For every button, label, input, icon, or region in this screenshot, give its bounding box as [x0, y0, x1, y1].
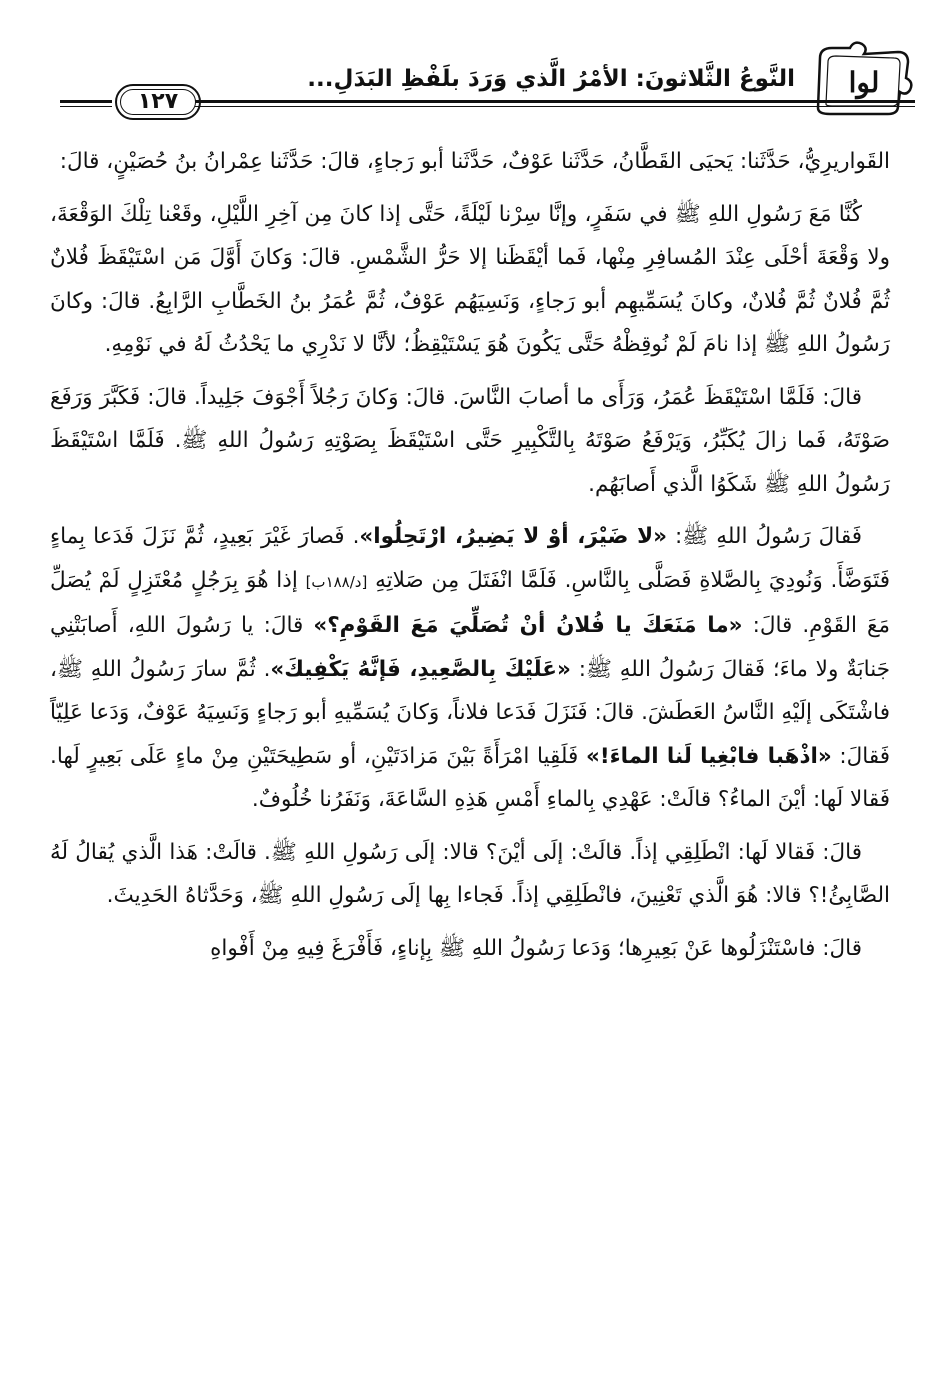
text-segment: . فَصارَ غَيْرَ بَعِيدٍ، ثُمَّ نَزَلَ فَدَعا بِماءٍ فَتَوَضَّأَ. وَنُودِيَ بِالصَّلاةِ فَصَلَّى بِالنَّاسِ. فَلَمَّا انْفَتَلَ مِن صَلاتِهِ — [50, 524, 890, 593]
text-segment: قالَ: فَقالا لَها: انْطَلِقِي إذاً. قالَتْ: إلَى أيْنَ؟ قالا: إلَى رَسُولِ اللهِ ﷺ. قالَتْ: هَذا الَّذي يُقالُ لَهُ الصَّابِئُ!؟ قالا: هُوَ الَّذي تَعْنِينَ، فانْطَلِقِي إذاً. فَجاءا بِها إلَى رَسُولِ اللهِ ﷺ، وَحَدَّثاهُ الحَدِيثَ. — [50, 839, 890, 908]
hadith-quote: «اذْهَبا فابْغِيا لَنا الماءَ!» — [585, 743, 832, 769]
text-segment: قالَ: يا رَسُولَ اللهِ، أَصابَتْنِي جَنابَةٌ ولا ماءَ؛ فَقالَ رَسُولُ اللهِ ﷺ: — [50, 613, 890, 682]
header-rule-thick — [195, 100, 915, 103]
text-segment: قالَ: فَلَمَّا اسْتَيْقَظَ عُمَرُ، وَرَأَى ما أصابَ النَّاسَ. قالَ: وَكانَ رَجُلاً أَجْوَفَ جَلِيداً. قالَ: فَكَبَّرَ وَرَفَعَ صَوْتَهُ، فَما زالَ يُكَبِّرُ، وَيَرْفَعُ صَوْتَهُ بِالتَّكْبِيرِ حَتَّى اسْتَيْقَظَ بِصَوْتِهِ رَسُولُ اللهِ ﷺ. فَلَمَّا اسْتَيْقَظَ رَسُولُ اللهِ ﷺ شَكَوُا الَّذي أَصابَهُم. — [50, 384, 890, 497]
paragraph — [50, 376, 890, 507]
paragraph — [50, 927, 890, 971]
paragraph — [50, 515, 890, 822]
page-header — [60, 38, 915, 128]
text-segment: كُنَّا مَعَ رَسُولِ اللهِ ﷺ في سَفَرٍ، وإنَّا سِرْنا لَيْلَةً، حَتَّى إذا كانَ مِن آخِرِ اللَّيْلِ، وقَعْنا تِلْكَ الوَقْعَةَ، ولا وَقْعَةَ أحْلَى عِنْدَ المُسافِرِ مِنْها، فَما أيْقَظَنا إلا حَرُّ الشَّمْسِ. قالَ: وَكانَ أَوَّلَ مَن اسْتَيْقَظَ فُلانٌ ثُمَّ فُلانٌ ثُمَّ فُلانٌ، وكانَ يُسَمِّيهِم أبو رَجاءٍ، وَنَسِيَهُم عَوْفٌ، ثُمَّ عُمَرُ بنُ الخَطَّابِ الرَّابِعُ. قالَ: وكانَ رَسُولُ اللهِ ﷺ إذا نامَ لَمْ نُوقِظْهُ حَتَّى يَكُونَ هُوَ يَسْتَيْقِظُ؛ لأنَّا لا نَدْرِي ما يَحْدُثُ لَهُ في نَوْمِهِ. — [50, 201, 890, 357]
text-segment: إذا هُوَ بِرَجُلٍ مُعْتَزِلٍ لَمْ يُصَلِّ مَعَ القَوْمِ. قالَ: — [50, 567, 890, 638]
running-title: النَّوعُ الثَّلاثونَ: الأمْرُ الَّذي وَرَدَ بلَفْظِ البَدَلِ... — [307, 66, 795, 92]
svg-text:لوا: لوا — [848, 66, 880, 99]
header-rule-thin — [195, 106, 915, 107]
header-rule-short-thick — [60, 100, 112, 103]
text-segment: قالَ: فاسْتَنْزَلُوها عَنْ بَعِيرِها؛ وَدَعا رَسُولُ اللهِ ﷺ بِإناءٍ، فَأَفْرَغَ فِيهِ مِنْ أَفْواهِ — [210, 935, 862, 961]
text-segment: فَلَقِيا امْرَأَةً بَيْنَ مَزادَتَيْنِ، أو سَطِيحَتَيْنِ مِنْ ماءٍ عَلَى بَعِيرٍ لَها. فَقالا لَها: أيْنَ الماءُ؟ قالَتْ: عَهْدِي بِالماءِ أَمْسِ هَذِهِ السَّاعَةَ، وَنَفَرُنا خُلُوفٌ. — [50, 743, 890, 812]
paragraph — [50, 831, 890, 918]
paragraph — [50, 140, 890, 184]
hadith-quote: «عَلَيْكَ بِالصَّعِيدِ، فَإنَّهُ يَكْفِيكَ» — [270, 656, 571, 682]
text-segment: . ثُمَّ سارَ رَسُولُ اللهِ ﷺ، فاشْتَكَى إلَيْهِ النَّاسُ العَطَشَ. قالَ: فَنَزَلَ فَدَعا فلاناً، وَكانَ يُسَمِّيهِ أبو رَجاءٍ وَنَسِيَهُ عَوْفٌ، وَدَعا عَلِيّاً فَقالَ: — [50, 656, 890, 769]
page-number-frame — [115, 84, 201, 120]
header-rule-short-thin — [60, 106, 112, 107]
text-segment: فَقالَ رَسُولُ اللهِ ﷺ: — [667, 524, 862, 549]
page-number: ١٢٧ — [137, 89, 179, 114]
paragraph — [50, 193, 890, 367]
main-text — [50, 140, 890, 979]
hadith-quote: «ما مَنَعَكَ يا فُلانُ أنْ تُصَلِّيَ مَعَ القَوْمِ؟» — [313, 613, 743, 638]
manuscript-folio-marker: [د/١٨٨ب] — [305, 572, 368, 591]
text-segment: القَواريرِيُّ، حَدَّثَنا: يَحيَى القَطَّانُ، حَدَّثَنا عَوْفٌ، حَدَّثَنا أبو رَجاءٍ، قالَ: حَدَّثَنا عِمْرانُ بنُ حُصَيْنٍ، قالَ: — [59, 149, 890, 174]
hadith-quote: «لا ضَيْرَ، أوْ لا يَضِيرُ، ارْتَحِلُوا» — [359, 524, 667, 549]
